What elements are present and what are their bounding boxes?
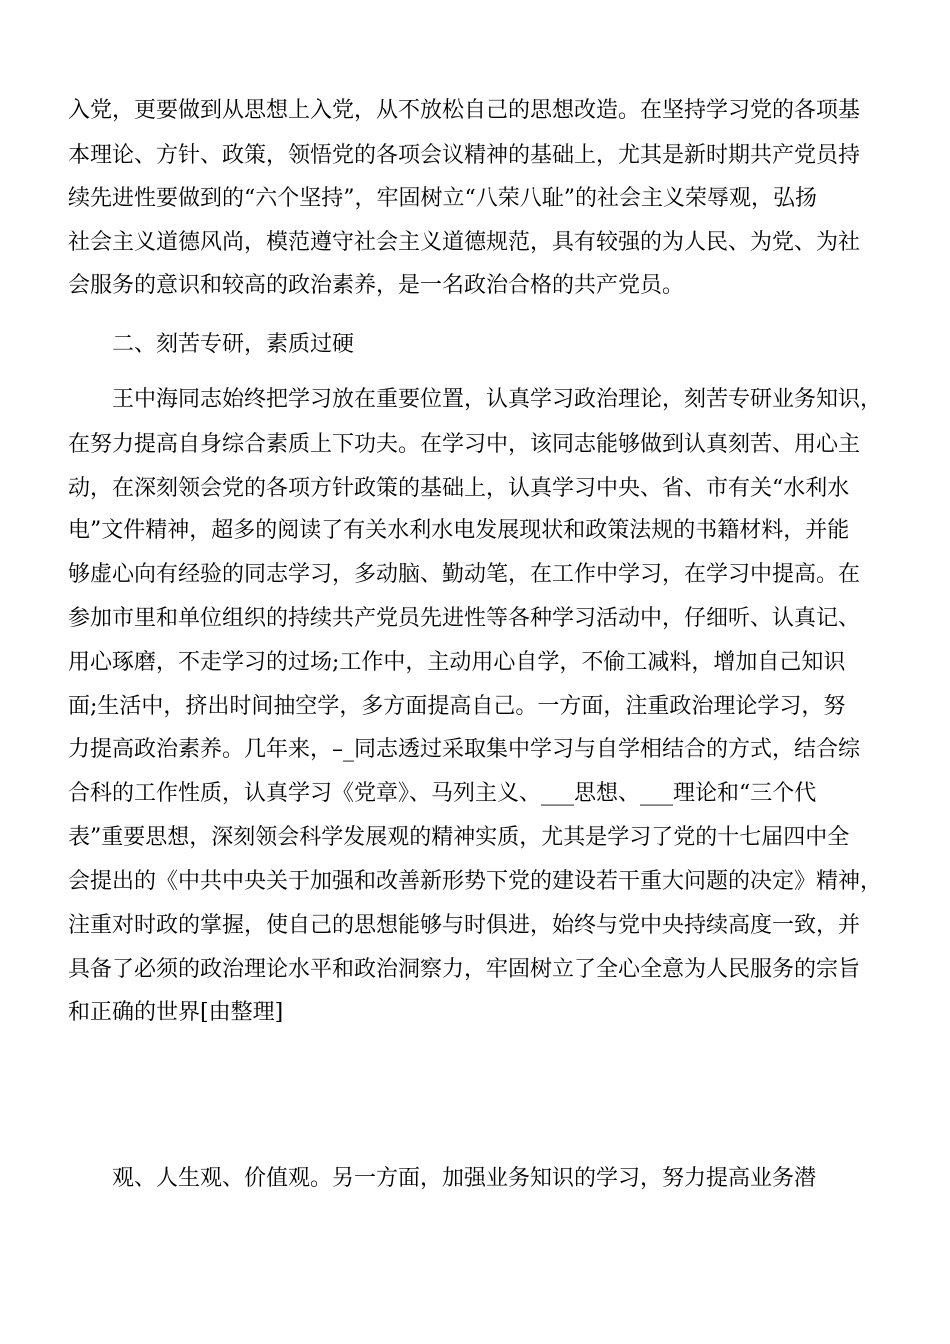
text-line: 注重对时政的掌握，使自己的思想能够与时俱进，始终与党中央持续高度一致，并 xyxy=(68,913,861,938)
text-line: 会提出的《中共中央关于加强和改善新形势下党的建设若干重大问题的决定》精神， xyxy=(68,869,883,894)
text-line xyxy=(68,1084,888,1118)
text-line: 力提高政治素养。几年来，–_同志透过采取集中学习与自学相结合的方式，结合综 xyxy=(68,737,861,762)
text-line: 续先进性要做到的“六个坚持”，牢固树立“八荣八耻”的社会主义荣辱观，弘扬 xyxy=(68,186,817,211)
text-line: 和正确的世界[由整理] xyxy=(68,1000,284,1025)
text-line: 合科的工作性质，认真学习《党章》、马列主义、___思想、___理论和“三个代 xyxy=(68,781,817,806)
text-line: 表”重要思想，深刻领会科学发展观的精神实质，尤其是学习了党的十七届四中全 xyxy=(68,825,850,850)
text-line: 参加市里和单位组织的持续共产党员先进性等各种学习活动中，仔细听、认真记、 xyxy=(68,606,861,631)
section-heading: 二、刻苦专研，素质过硬 xyxy=(112,332,355,357)
text-line xyxy=(68,1128,888,1162)
text-line: 动，在深刻领会党的各项方针政策的基础上，认真学习中央、省、市有关“水利水 xyxy=(68,476,850,501)
text-line: 在努力提高自身综合素质上下功夫。在学习中，该同志能够做到认真刻苦、用心主 xyxy=(68,432,861,457)
text-line: 电”文件精神，超多的阅读了有关水利水电发展现状和政策法规的书籍材料，并能 xyxy=(68,518,850,543)
text-line xyxy=(68,1040,888,1074)
text-line: 够虚心向有经验的同志学习，多动脑、勤动笔，在工作中学习，在学习中提高。在 xyxy=(68,562,861,587)
text-line: 本理论、方针、政策，领悟党的各项会议精神的基础上，尤其是新时期共产党员持 xyxy=(68,143,861,168)
text-line: 入党，更要做到从思想上入党，从不放松自己的思想改造。在坚持学习党的各项基 xyxy=(68,98,861,123)
text-line: 会服务的意识和较高的政治素养，是一名政治合格的共产党员。 xyxy=(68,273,685,298)
text-line: 面;生活中，挤出时间抽空学，多方面提高自己。一方面，注重政治理论学习，努 xyxy=(68,694,846,719)
text-line: 用心琢磨，不走学习的过场;工作中，主动用心自学，不偷工减料，增加自己知识 xyxy=(68,650,846,675)
text-line xyxy=(68,1215,888,1249)
text-line: 观、人生观、价值观。另一方面，加强业务知识的学习，努力提高业务潜 xyxy=(112,1166,817,1191)
text-line: 王中海同志始终把学习放在重要位置，认真学习政治理论，刻苦专研业务知识， xyxy=(112,387,883,412)
text-line: 具备了必须的政治理论水平和政治洞察力，牢固树立了全心全意为人民服务的宗旨 xyxy=(68,957,861,982)
text-line: 社会主义道德风尚，模范遵守社会主义道德规范，具有较强的为人民、为党、为社 xyxy=(68,230,861,255)
